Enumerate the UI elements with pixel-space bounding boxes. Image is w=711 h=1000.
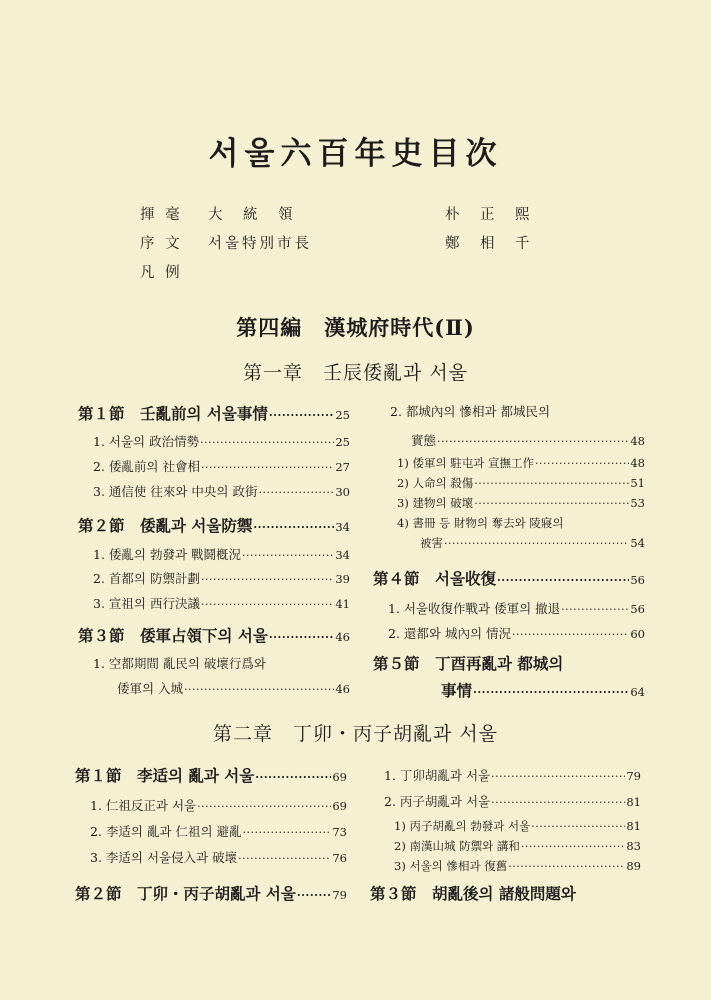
toc-section-continuation: 事情 ····· 64	[441, 679, 645, 701]
toc-subitem: 1) 倭軍의 駐屯과 宣撫工作 ····· 48	[397, 455, 645, 471]
chapter-1-title: 第一章 壬辰倭亂과 서울	[242, 362, 469, 384]
toc-section: 第２節 倭亂과 서울防禦 ····· 34	[78, 514, 350, 536]
front-label: 揮 毫	[140, 207, 183, 223]
toc-item: 3. 通信使 往來와 中央의 政街 ····· 30	[93, 482, 350, 500]
toc-item: 3. 宣祖의 西行決議 ····· 41	[93, 594, 350, 612]
toc-item: 1. 空都期間 亂民의 破壞行爲와	[93, 656, 266, 671]
front-name: 鄭 相 千	[445, 236, 533, 252]
toc-item: 3. 李适의 서울侵入과 破壞 ····· 76	[90, 848, 347, 866]
front-role: 大 統 領	[208, 207, 296, 223]
toc-subitem: 3) 서울의 慘相과 復舊 ····· 89	[394, 858, 641, 874]
toc-item: 2. 都城內의 慘相과 都城民의	[390, 404, 551, 419]
toc-item: 2. 倭亂前의 社會相 ····· 27	[93, 457, 350, 475]
toc-subitem: 3) 建物의 破壞 ····· 53	[397, 495, 645, 511]
toc-item-continuation: 實態 ····· 48	[411, 431, 645, 449]
part-title: 第四編 漢城府時代(Ⅱ)	[236, 315, 475, 340]
front-role: 서울特別市長	[208, 236, 313, 252]
toc-section: 第１節 李适의 亂과 서울 ····· 69	[75, 764, 347, 786]
toc-section: 第４節 서울收復 ····· 56	[373, 567, 645, 589]
toc-item: 2. 首都의 防禦計劃 ····· 39	[93, 569, 350, 587]
front-item-calligraphy	[140, 203, 388, 224]
toc-subitem: 2) 人命의 殺傷 ····· 51	[397, 475, 645, 491]
toc-item: 1. 서울의 政治情勢 ····· 25	[93, 432, 350, 450]
toc-section: 第５節 丁酉再亂과 都城의	[373, 654, 564, 673]
toc-section: 第２節 丁卯・丙子胡亂과 서울 ····· 79	[75, 882, 347, 904]
toc-item: 1. 丁卯胡亂과 서울 ····· 79	[384, 766, 641, 784]
toc-subitem: 4) 書冊 등 財物의 奪去와 陵寢의	[397, 516, 564, 530]
toc-section: 第３節 胡亂後의 諸般問題와	[370, 884, 576, 903]
toc-subitem: 2) 南漢山城 防禦와 講和 ····· 83	[394, 838, 641, 854]
toc-item: 1. 倭亂의 勃發과 戰鬪槪況 ····· 34	[93, 545, 350, 563]
toc-section: 第１節 壬亂前의 서울事情 ····· 25	[78, 402, 350, 424]
front-item-notes	[140, 261, 183, 282]
toc-subitem: 1) 丙子胡亂의 勃發과 서울 ····· 81	[394, 818, 641, 834]
toc-item: 1. 서울收復作戰과 倭軍의 撤退 ····· 56	[388, 599, 645, 617]
front-label: 序 文	[140, 236, 183, 252]
toc-item: 2. 還都와 城內의 情況 ····· 60	[388, 624, 645, 642]
front-label: 凡 例	[140, 265, 183, 281]
toc-item: 2. 李适의 亂과 仁祖의 避亂 ····· 73	[90, 822, 347, 840]
front-item-preface	[140, 232, 388, 253]
toc-item-continuation: 倭軍의 入城 ····· 46	[117, 679, 350, 697]
chapter-2-title: 第二章 丁卯・丙子胡亂과 서울	[212, 723, 499, 745]
toc-section: 第３節 倭軍占領下의 서울 ····· 46	[78, 624, 350, 646]
toc-subitem-continuation: 被害 ····· 54	[420, 535, 645, 551]
toc-item: 1. 仁祖反正과 서울 ····· 69	[90, 796, 347, 814]
front-name: 朴 正 熙	[445, 207, 533, 223]
toc-item: 2. 丙子胡亂과 서울 ····· 81	[384, 792, 641, 810]
page-title: 서울六百年史目次	[208, 136, 503, 172]
